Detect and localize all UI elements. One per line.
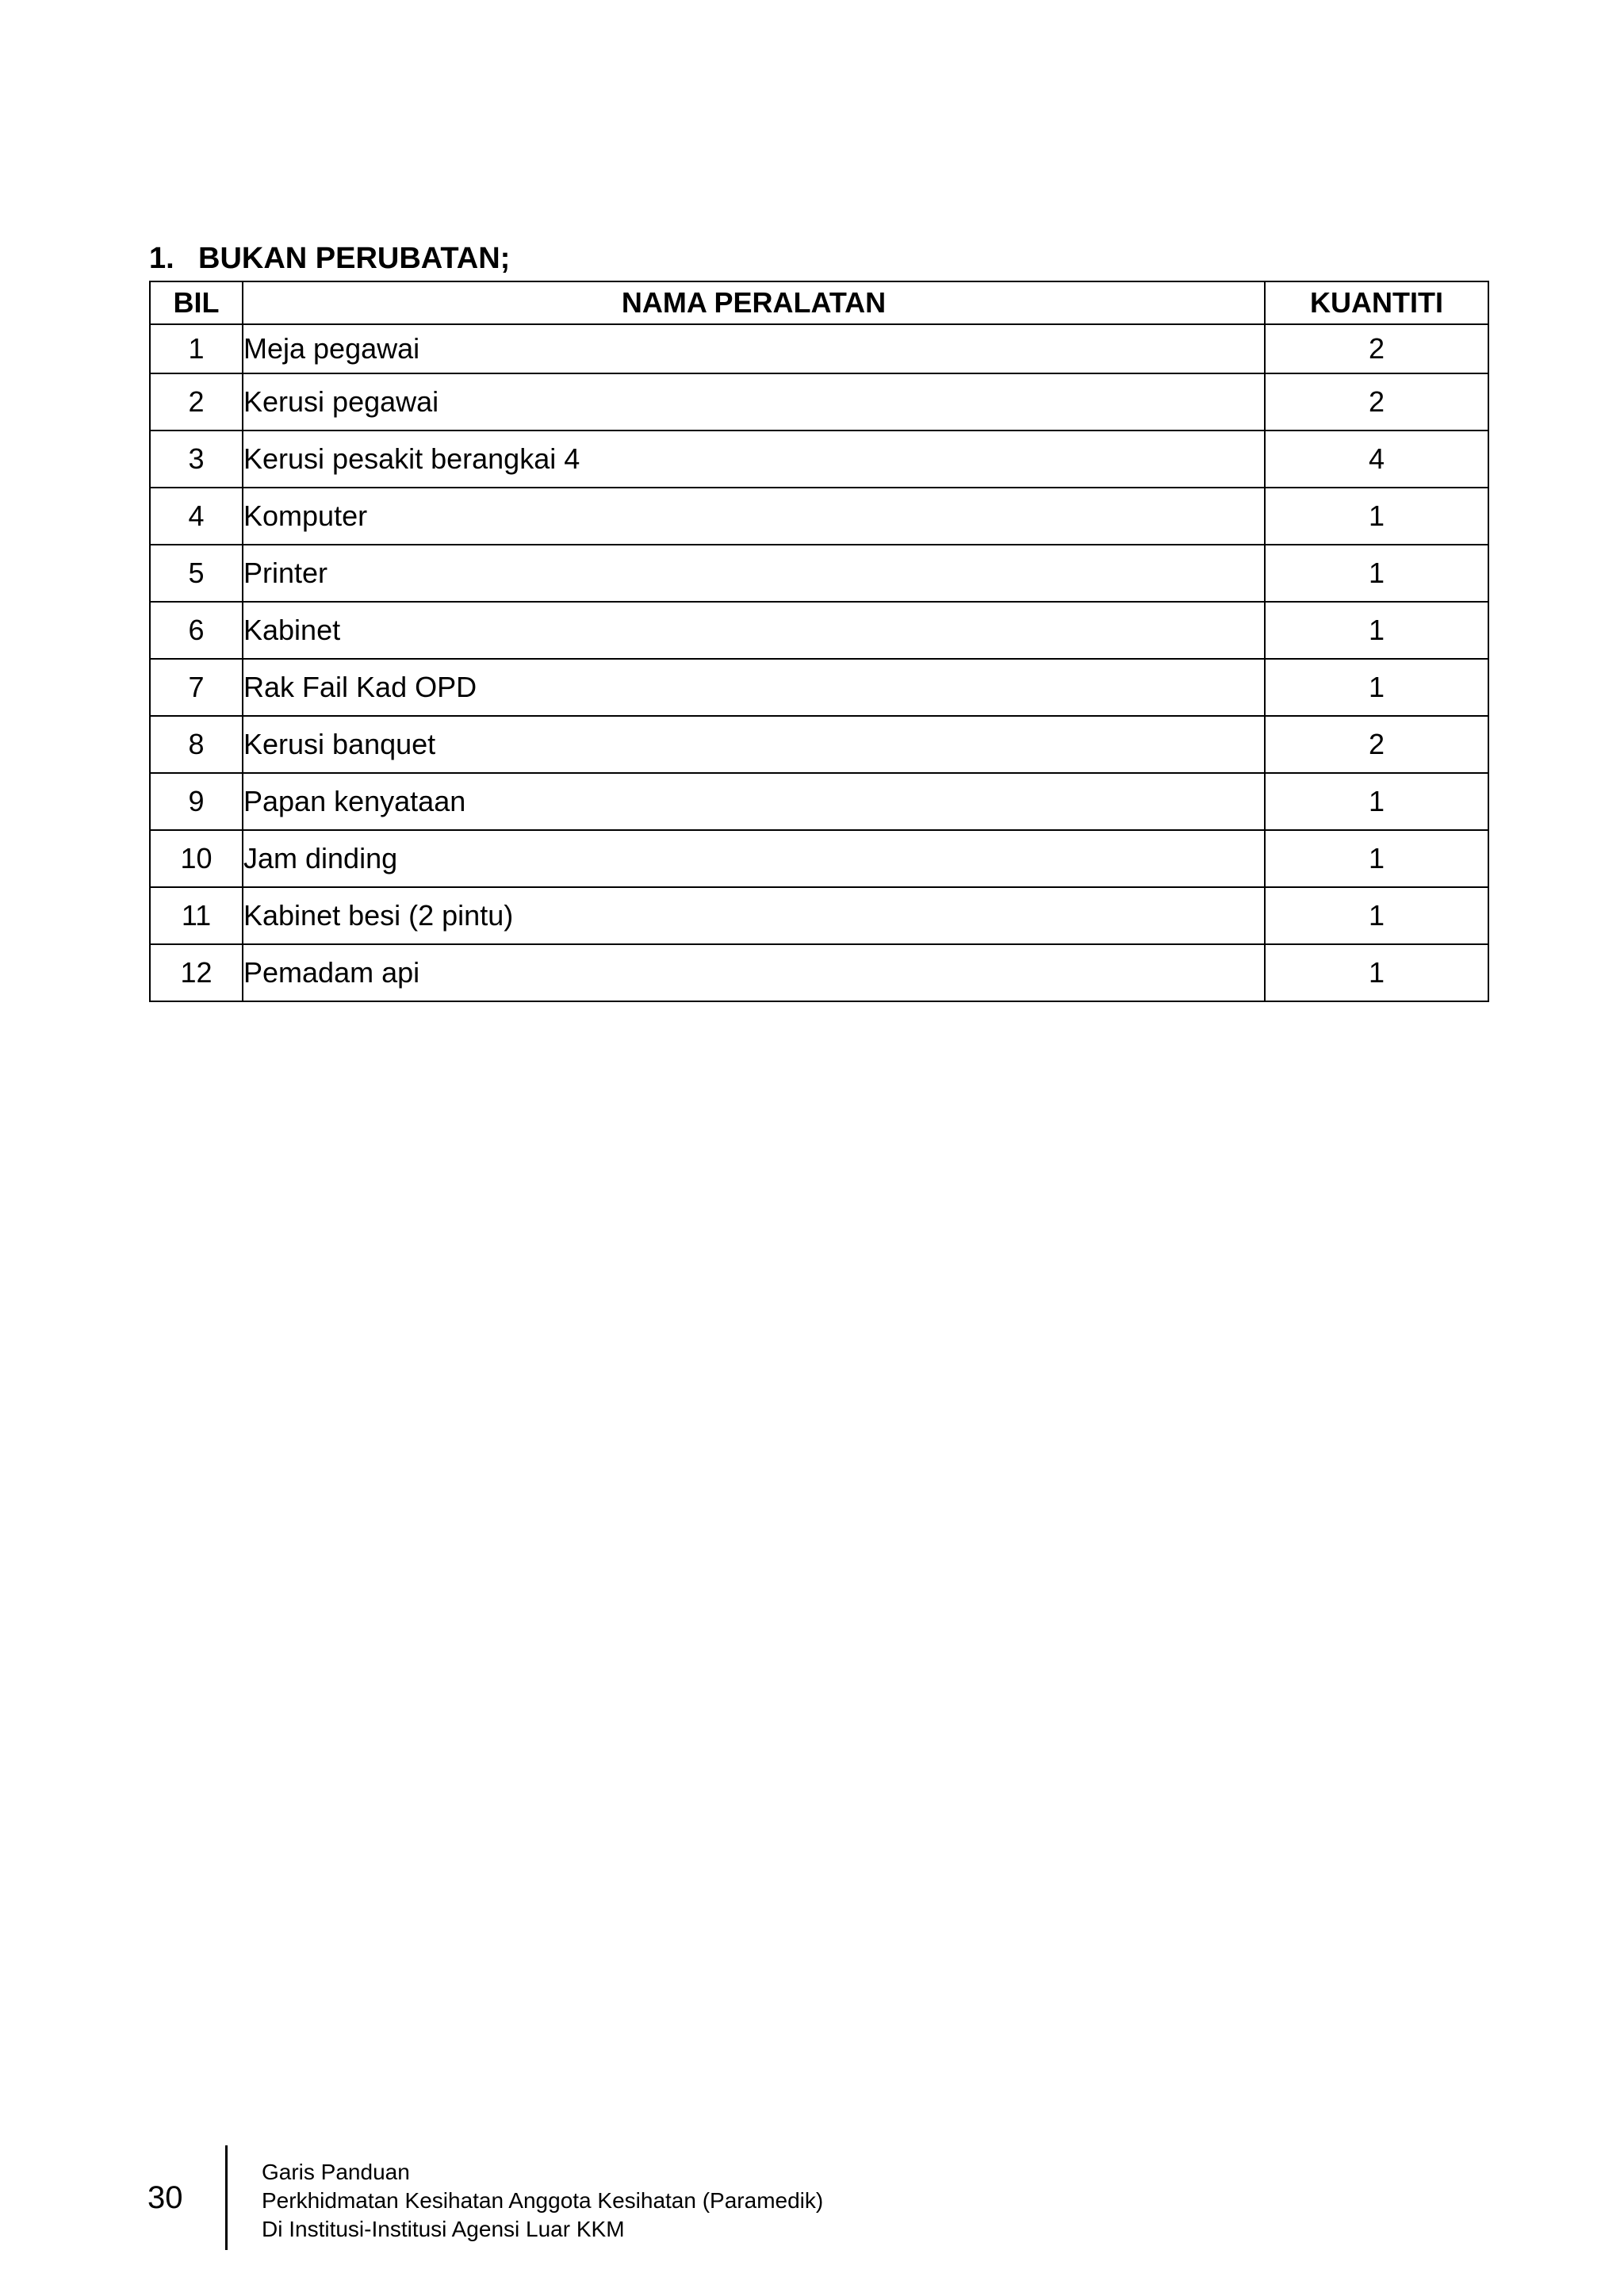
cell-qty: 2 [1265,324,1488,373]
equipment-table [149,281,1489,1002]
header-nama-peralatan: NAMA PERALATAN [243,281,1265,324]
table-row [150,716,1488,773]
section-number: 1. [149,242,174,275]
table-header-row [150,281,1488,324]
footer-divider [225,2145,228,2250]
cell-name: Pemadam api [243,944,1265,1001]
cell-qty: 4 [1265,430,1488,488]
footer-line: Garis Panduan [262,2160,410,2184]
cell-qty: 1 [1265,602,1488,659]
cell-bil: 9 [150,773,243,830]
cell-qty: 1 [1265,659,1488,716]
cell-bil: 7 [150,659,243,716]
footer-line: Perkhidmatan Kesihatan Anggota Kesihatan (Paramedik) [262,2188,824,2213]
table-row [150,488,1488,545]
table-row [150,887,1488,944]
cell-qty: 1 [1265,545,1488,602]
cell-name: Rak Fail Kad OPD [243,659,1265,716]
cell-name: Meja pegawai [243,324,1265,373]
cell-name: Kerusi pegawai [243,373,1265,430]
cell-qty: 1 [1265,944,1488,1001]
header-bil: BIL [150,281,243,324]
cell-bil: 8 [150,716,243,773]
table-row [150,659,1488,716]
cell-bil: 6 [150,602,243,659]
page-number: 30 [147,2180,183,2215]
cell-qty: 1 [1265,887,1488,944]
table-row [150,773,1488,830]
cell-bil: 2 [150,373,243,430]
cell-name: Jam dinding [243,830,1265,887]
footer-document-title [262,2158,823,2244]
cell-qty: 1 [1265,773,1488,830]
cell-qty: 1 [1265,488,1488,545]
table-row [150,944,1488,1001]
cell-qty: 2 [1265,716,1488,773]
cell-bil: 5 [150,545,243,602]
table-row [150,545,1488,602]
cell-bil: 11 [150,887,243,944]
section-heading [149,238,510,279]
cell-bil: 4 [150,488,243,545]
table-row [150,830,1488,887]
cell-bil: 3 [150,430,243,488]
cell-name: Kabinet [243,602,1265,659]
cell-bil: 10 [150,830,243,887]
table-row [150,602,1488,659]
cell-name: Kabinet besi (2 pintu) [243,887,1265,944]
cell-name: Komputer [243,488,1265,545]
table-row [150,324,1488,373]
cell-qty: 2 [1265,373,1488,430]
cell-name: Printer [243,545,1265,602]
footer-line: Di Institusi-Institusi Agensi Luar KKM [262,2217,625,2241]
section-title: BUKAN PERUBATAN; [198,242,511,275]
header-kuantiti: KUANTITI [1265,281,1488,324]
cell-bil: 1 [150,324,243,373]
table-row [150,373,1488,430]
cell-name: Papan kenyataan [243,773,1265,830]
table-row [150,430,1488,488]
cell-qty: 1 [1265,830,1488,887]
cell-name: Kerusi banquet [243,716,1265,773]
cell-name: Kerusi pesakit berangkai 4 [243,430,1265,488]
cell-bil: 12 [150,944,243,1001]
